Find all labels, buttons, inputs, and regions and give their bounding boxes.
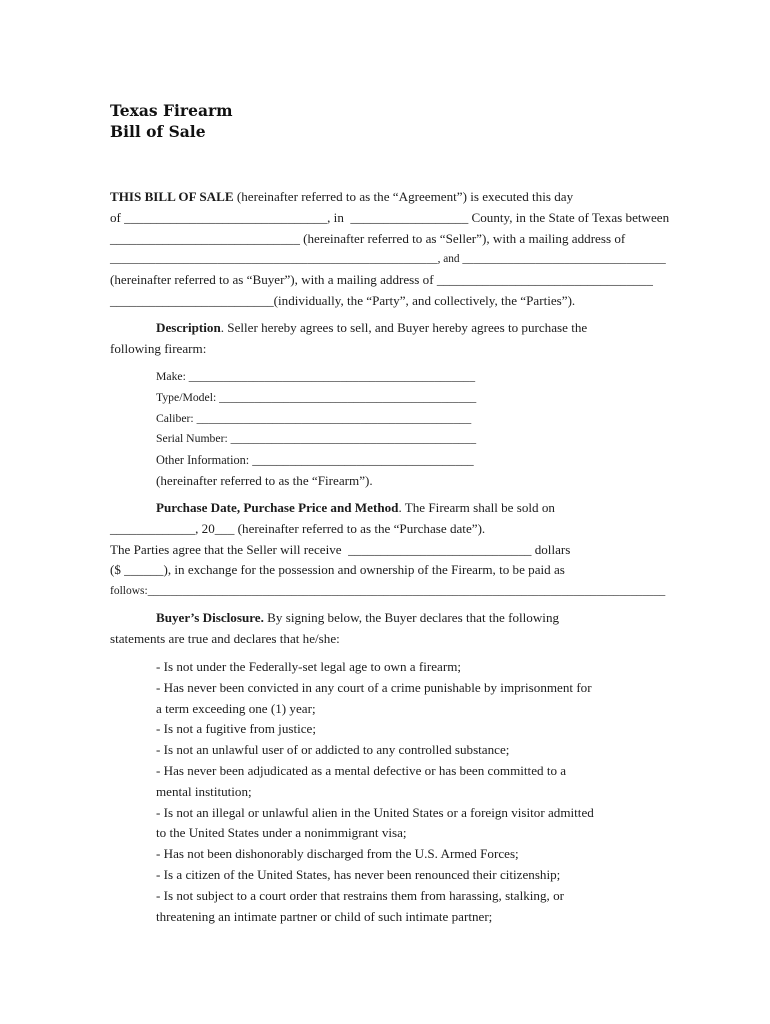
- intro-line: (hereinafter referred to as “Buyer”), with a mailing address of _________________________________: [110, 272, 653, 288]
- description-line-1-rest: . Seller hereby agrees to sell, and Buyer hereby agrees to purchase the: [220, 320, 588, 335]
- field-serial-number: Serial Number: __________________________________________: [156, 432, 477, 446]
- disclosure-line: statements are true and declares that he/she:: [110, 630, 340, 646]
- title-line-2: Bill of Sale: [110, 122, 206, 141]
- list-item: - Is not a fugitive from justice;: [156, 721, 316, 737]
- purchase-paragraph: [110, 498, 670, 602]
- description-heading: Description: [156, 320, 221, 335]
- field-caliber: Caliber: _______________________________________________: [156, 411, 472, 425]
- field-firearm-definition: (hereinafter referred to as the “Firearm”).: [156, 472, 373, 488]
- list-item: - Is not an unlawful user of or addicted to any controlled substance;: [156, 742, 510, 758]
- description-line: following firearm:: [110, 340, 207, 356]
- intro-line: of _______________________________, in __________________ County, in the State of Texas between: [110, 209, 670, 225]
- list-item: mental institution;: [156, 783, 252, 799]
- disclosure-heading: Buyer’s Disclosure.: [156, 610, 264, 625]
- list-item: - Is not subject to a court order that restrains them from harassing, stalking, or: [156, 887, 564, 903]
- field-type-model: Type/Model: ____________________________________________: [156, 390, 477, 404]
- purchase-line: ($ ______), in exchange for the possession and ownership of the Firearm, to be paid as: [110, 562, 565, 578]
- intro-line: __________________________________________________________, and ____________________________________: [110, 253, 666, 266]
- field-other-information: Other Information: ____________________________________: [156, 453, 474, 468]
- intro-line: _____________________________ (hereinafter referred to as “Seller”), with a mailing address of: [110, 230, 626, 246]
- list-item: - Has not been dishonorably discharged from the U.S. Armed Forces;: [156, 846, 519, 862]
- description-paragraph: [110, 318, 670, 360]
- disclosure-line-1-rest: By signing below, the Buyer declares that the following: [263, 610, 560, 625]
- title-line-1: Texas Firearm: [110, 101, 233, 120]
- buyer-statements-list: [156, 657, 676, 927]
- disclosure-paragraph: [110, 608, 670, 650]
- list-item: - Has never been adjudicated as a mental defective or has been committed to a: [156, 762, 567, 778]
- description-line: [110, 318, 670, 339]
- purchase-line: follows:__________________________________________________________________________________________: [110, 585, 666, 598]
- purchase-line: The Parties agree that the Seller will receive ____________________________ dollars: [110, 541, 571, 557]
- field-make: Make: _________________________________________________: [156, 370, 476, 383]
- list-item: - Is a citizen of the United States, has never been renounced their citizenship;: [156, 866, 561, 882]
- intro-lead: THIS BILL OF SALE: [110, 189, 234, 204]
- purchase-heading: Purchase Date, Purchase Price and Method: [156, 500, 399, 515]
- list-item: a term exceeding one (1) year;: [156, 700, 316, 716]
- firearm-fields: [156, 367, 476, 492]
- intro-paragraph: [110, 187, 670, 312]
- disclosure-line: [110, 608, 670, 629]
- intro-line: [110, 187, 670, 208]
- intro-line: _________________________(individually, the “Party”, and collectively, the “Parties”).: [110, 292, 576, 308]
- purchase-line-1-rest: . The Firearm shall be sold on: [398, 500, 555, 515]
- document-title: [110, 100, 233, 142]
- purchase-line: _____________, 20___ (hereinafter referred to as the “Purchase date”).: [110, 520, 486, 536]
- list-item: - Has never been convicted in any court of a crime punishable by imprisonment for: [156, 679, 592, 695]
- list-item: threatening an intimate partner or child of such intimate partner;: [156, 908, 493, 924]
- list-item: - Is not under the Federally-set legal age to own a firearm;: [156, 659, 462, 674]
- list-item: to the United States under a nonimmigrant visa;: [156, 825, 407, 841]
- list-item: - Is not an illegal or unlawful alien in the United States or a foreign visitor admitted: [156, 804, 594, 820]
- purchase-line: [110, 498, 670, 519]
- intro-line-1-rest: (hereinafter referred to as the “Agreement”) is executed this day: [233, 189, 574, 204]
